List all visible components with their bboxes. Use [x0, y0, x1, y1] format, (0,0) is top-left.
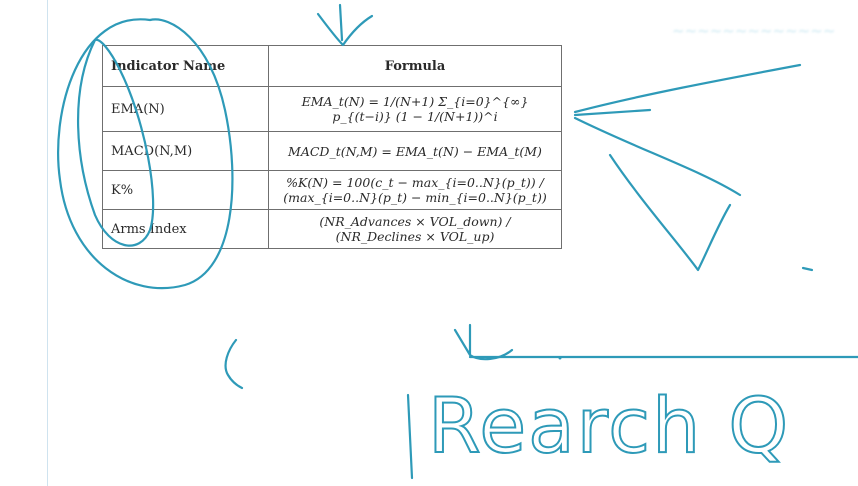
ink-vertical-stroke	[408, 395, 412, 478]
page-margin-line	[47, 0, 48, 486]
ink-dash-right	[803, 268, 812, 270]
indicator-name-cell: Arms Index	[103, 210, 269, 249]
indicator-name-cell: MACD(N,M)	[103, 132, 269, 171]
table-row	[103, 132, 562, 171]
ink-mark-left	[226, 340, 242, 388]
table-row	[103, 87, 562, 132]
indicator-formula-table	[102, 45, 562, 249]
indicator-name-cell: K%	[103, 171, 269, 210]
formula-cell: %K(N) = 100(c_t − max_{i=0..N}(p_t)) / (max_{i=0..N}(p_t) − min_{i=0..N}(p_t))	[269, 171, 562, 210]
faded-background-text: ~~~~~~~~~~~~~	[672, 22, 836, 40]
ink-arrow-top	[318, 5, 372, 45]
header-indicator-name: Indicator Name	[103, 46, 269, 87]
formula-cell: EMA_t(N) = 1/(N+1) Σ_{i=0}^{∞} p_{(t−i)} (1 − 1/(N+1))^i	[269, 87, 562, 132]
ink-arrow-right	[575, 65, 800, 195]
ink-arrow-lower	[455, 325, 512, 359]
table-header-row	[103, 46, 562, 87]
handwritten-title: Rearch Q	[428, 381, 791, 470]
ink-check-right	[610, 155, 730, 270]
formula-cell: MACD_t(N,M) = EMA_t(N) − EMA_t(M)	[269, 132, 562, 171]
table-row	[103, 210, 562, 249]
table-row	[103, 171, 562, 210]
formula-cell: (NR_Advances × VOL_down) / (NR_Declines × VOL_up)	[269, 210, 562, 249]
header-formula: Formula	[269, 46, 562, 87]
indicator-name-cell: EMA(N)	[103, 87, 269, 132]
ink-dot	[559, 357, 562, 360]
